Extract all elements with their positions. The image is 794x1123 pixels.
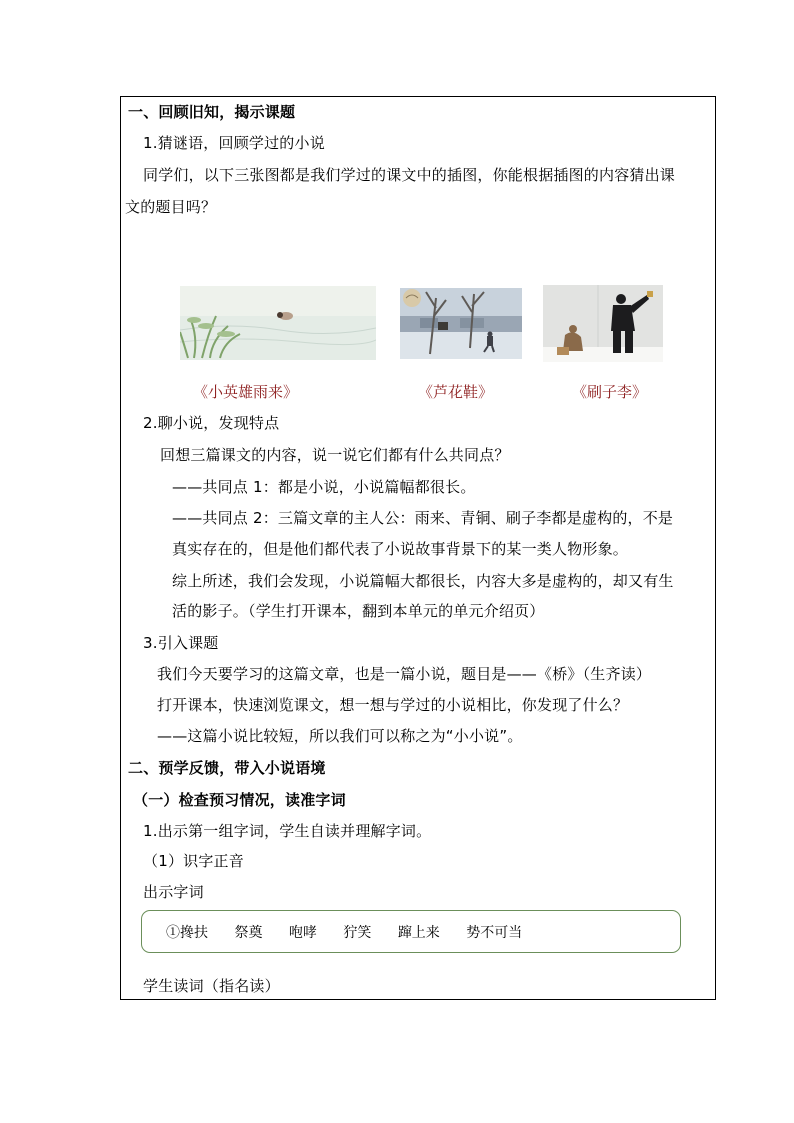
section2-heading: 二、预学反馈，带入小说语境 [128, 759, 326, 777]
subsection1-heading: （一）检查预习情况，读准字词 [133, 791, 346, 809]
caption-luhuaxie: 《芦花鞋》 [418, 383, 494, 401]
step3-title: 3.引入课题 [143, 634, 219, 652]
show-words-label: 出示字词 [143, 883, 204, 901]
word-item: 咆哮 [288, 925, 317, 941]
step1-title: 1.猜谜语，回顾学过的小说 [143, 134, 325, 152]
summary-line1: 综上所述，我们会发现，小说篇幅大都很长，内容大多是虚构的，却又有生 [172, 572, 674, 590]
word-item: ①搀扶 [166, 925, 208, 941]
intro-line2: 文的题目吗？ [125, 198, 217, 216]
illustration-luhuaxie [400, 288, 522, 359]
word-item: 蹿上来 [397, 925, 440, 941]
intro-line1: 同学们，以下三张图都是我们学过的课文中的插图，你能根据插图的内容猜出课 [143, 166, 676, 184]
word-item: 狞笑 [343, 925, 372, 941]
step2-title: 2.聊小说，发现特点 [143, 414, 280, 432]
word-item: 祭奠 [234, 925, 263, 941]
short-story-text: ——这篇小说比较短，所以我们可以称之为“小小说”。 [157, 727, 523, 745]
illustration-shuazili [543, 285, 663, 362]
word-item: 势不可当 [466, 925, 523, 941]
caption-shuazili: 《刷子李》 [572, 383, 648, 401]
caption-yulai: 《小英雄雨来》 [193, 383, 299, 401]
browse-text: 打开课本，快速浏览课文，想一想与学过的小说相比，你发现了什么？ [157, 696, 629, 714]
word-list [166, 923, 544, 943]
illustration-yulai [180, 286, 376, 360]
summary-line2: 活的影子。（学生打开课本，翻到本单元的单元介绍页） [172, 602, 545, 620]
common-point-2-line2: 真实存在的，但是他们都代表了小说故事背景下的某一类人物形象。 [172, 540, 629, 558]
common-point-1: ——共同点 1：都是小说，小说篇幅都很长。 [172, 478, 476, 496]
item1-text: 1.出示第一组字词，学生自读并理解字词。 [143, 822, 432, 840]
intro-topic: 我们今天要学习的这篇文章，也是一篇小说，题目是——《桥》（生齐读） [157, 665, 652, 683]
question-common-points: 回想三篇课文的内容，说一说它们都有什么共同点？ [160, 446, 510, 464]
common-point-2-line1: ——共同点 2：三篇文章的主人公：雨来、青铜、刷子李都是虚构的，不是 [172, 509, 674, 527]
student-read-label: 学生读词（指名读） [143, 977, 280, 995]
section1-heading: 一、回顾旧知，揭示课题 [128, 103, 296, 121]
item1a-text: （1）识字正音 [143, 852, 244, 870]
